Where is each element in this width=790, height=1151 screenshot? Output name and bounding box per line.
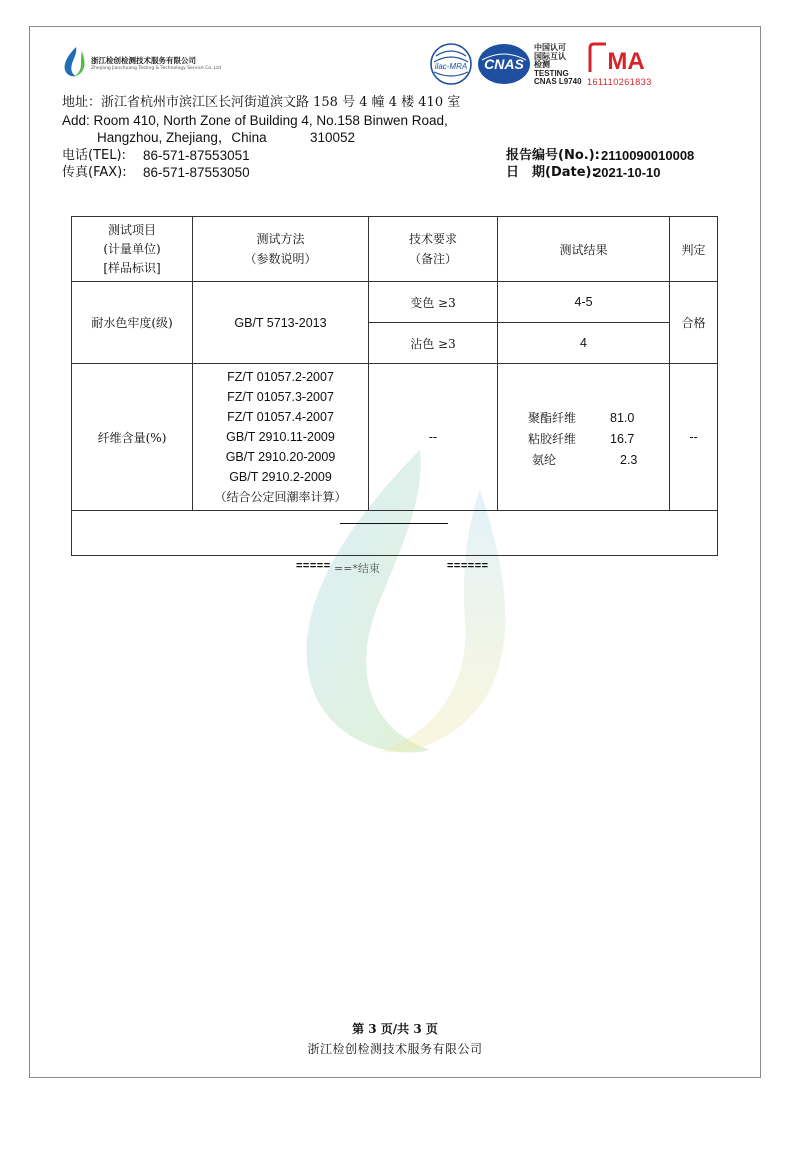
result-value: 2.3 [620, 453, 638, 467]
row2-verdict: -- [689, 430, 698, 444]
address-en-line1: Add: Room 410, North Zone of Building 4, No.158 Binwen Road, [62, 113, 448, 128]
mutual-cn-2: 国际互认 [534, 51, 566, 61]
cnas-label: CNAS [484, 56, 524, 72]
header-requirement [369, 217, 497, 281]
date-value: 2021-10-10 [594, 165, 661, 180]
ilac-mra-label: ilac-MRA [434, 62, 468, 71]
header-item-2: (计量单位) [103, 241, 161, 256]
address-en-line2: Hangzhou, Zhejiang，China [97, 130, 267, 145]
result-polyester [528, 408, 658, 429]
fax-value: 86-571-87553050 [143, 165, 250, 180]
row1-req-a: 变色 ≥3 [410, 295, 456, 310]
row2-req: -- [428, 430, 438, 444]
page-number: 第 3 页/共 3 页 [352, 1022, 438, 1036]
company-name-cn: 浙江检创检测技术服务有限公司 [91, 56, 196, 65]
mutual-cn-3: 检测 [534, 60, 550, 69]
row1-item: 耐水色牢度(级) [91, 316, 173, 330]
postcode: 310052 [310, 130, 356, 145]
tel-label: 电话(TEL): [62, 148, 126, 163]
row2-method-note: （结合公定回潮率计算） [214, 490, 347, 504]
result-spandex [528, 450, 658, 471]
row2-method-2: FZ/T 01057.3-2007 [227, 390, 334, 404]
header-method-2: （参数说明） [244, 252, 317, 266]
end-marker-middle: ==*结束 [334, 562, 380, 575]
testing-label: TESTING [534, 68, 569, 78]
tel-value: 86-571-87553051 [143, 148, 250, 163]
result-value: 81.0 [610, 411, 635, 425]
company-logo-icon [62, 46, 88, 78]
row2-method-5: GB/T 2910.20-2009 [225, 450, 336, 464]
end-marker-right: ====== [447, 560, 489, 572]
cnas-logo [476, 42, 532, 86]
cnas-number: CNAS L9740 [534, 77, 582, 86]
cma-logo [586, 42, 652, 78]
address-cn: 地址：浙江省杭州市滨江区长河街道滨文路 158 号 4 幢 4 楼 410 室 [62, 95, 461, 110]
row1-result-a: 4-5 [574, 295, 593, 309]
fax-label: 传真(FAX): [62, 165, 127, 180]
row1-result-b: 4 [580, 336, 587, 350]
row2-method-1: FZ/T 01057.2-2007 [227, 370, 334, 384]
row2-methods [193, 364, 368, 510]
date-label: 日 期(Date): [506, 165, 597, 180]
report-no-label: 报告编号(No.): [506, 148, 600, 163]
header-req-1: 技术要求 [408, 232, 457, 246]
row2-method-6: GB/T 2910.2-2009 [229, 470, 332, 484]
report-no-value: 2110090010008 [601, 148, 695, 163]
company-name-en: Zhejiang Jianchuang Testing & Technology Service Co.,Ltd [91, 66, 222, 71]
header-req-2: （备注） [408, 252, 457, 266]
header-result: 测试结果 [559, 242, 608, 257]
row2-method-3: FZ/T 01057.4-2007 [227, 410, 334, 424]
header-item [72, 217, 192, 281]
result-name: 粘胶纤维 [528, 432, 577, 446]
row2-method-4: GB/T 2910.11-2009 [226, 430, 335, 444]
row2-results [528, 408, 658, 471]
ilac-mra-logo [428, 42, 474, 86]
mutual-cn-1: 中国认可 [534, 43, 566, 52]
row1-method: GB/T 5713-2013 [234, 315, 327, 330]
header-item-1: 测试项目 [107, 222, 156, 237]
row1-verdict: 合格 [681, 316, 706, 330]
signature-line [340, 523, 448, 524]
end-marker-left: ===== [296, 560, 331, 572]
header-item-3: [样品标识] [103, 260, 161, 275]
cma-label: MA [607, 48, 645, 75]
cnas-mutual-text [534, 44, 582, 87]
result-name: 聚酯纤维 [528, 411, 577, 425]
row2-item: 纤维含量(%) [97, 430, 167, 445]
cma-number: 161110261833 [587, 77, 652, 87]
header-method-1: 测试方法 [256, 232, 305, 246]
footer-company: 浙江检创检测技术服务有限公司 [307, 1042, 483, 1056]
result-viscose [528, 429, 658, 450]
row1-req-b: 沾色 ≥3 [410, 336, 456, 351]
header-verdict: 判定 [681, 242, 706, 257]
header-method [193, 217, 368, 281]
result-value: 16.7 [610, 432, 635, 446]
result-name: 氨纶 [532, 453, 557, 467]
